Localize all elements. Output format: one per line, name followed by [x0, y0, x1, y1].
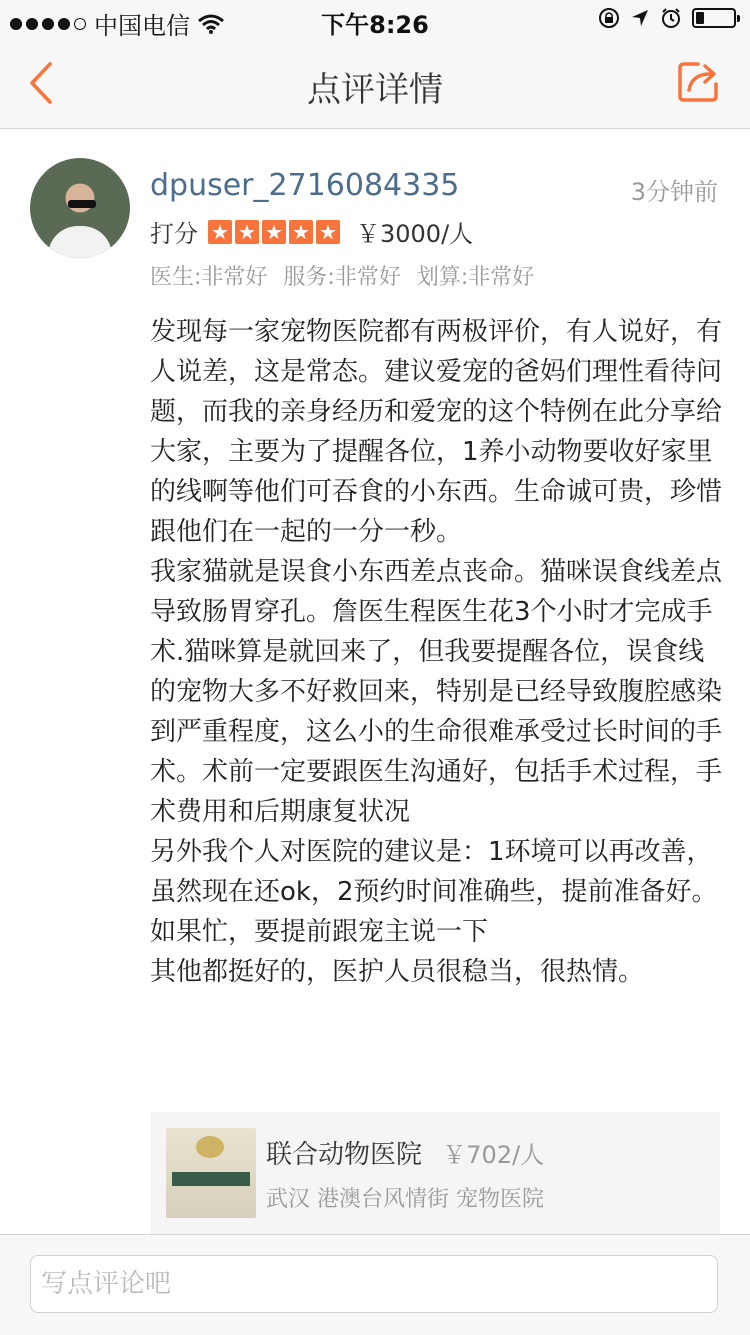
navigation-bar: [0, 40, 750, 129]
comment-input[interactable]: [30, 1255, 718, 1313]
review-paragraph: 我家猫就是误食小东西差点丧命。猫咪误食线差点导致肠胃穿孔。詹医生程医生花3个小时才完成手术.猫咪算是就回来了，但我要提醒各位，误食线的宠物大多不好救回来，特别是已经导致腹腔感染到严重程度，这么小的生命很难承受过长时间的手术。术前一定要跟医生沟通好，包括手术过程，手术费用和后期康复状况: [150, 557, 723, 827]
sub-ratings: [150, 260, 534, 291]
per-person-price: ￥3000/人: [356, 220, 474, 248]
avatar[interactable]: [30, 158, 130, 258]
sub-rating-value: 划算:非常好: [416, 265, 535, 290]
share-icon: [674, 56, 724, 106]
location-icon: [630, 8, 650, 28]
status-right: [598, 7, 736, 29]
star-icon: ★: [235, 220, 259, 244]
clock: 下午8:26: [321, 11, 429, 39]
shop-price: ￥702/人: [442, 1141, 545, 1169]
star-icon: ★: [316, 220, 340, 244]
score-row: [150, 214, 473, 249]
shop-card[interactable]: [150, 1112, 720, 1234]
shop-name: 联合动物医院: [266, 1140, 423, 1170]
alarm-icon: [660, 7, 682, 29]
review-body: [150, 312, 725, 992]
shop-name-row: [266, 1134, 544, 1171]
sub-rating-service: 服务:非常好: [283, 265, 401, 290]
status-bar: [0, 0, 750, 40]
review-paragraph: 发现每一家宠物医院都有两极评价，有人说好，有人说差，这是常态。建议爱宠的爸妈们理性看待问题，而我的亲身经历和爱宠的这个特例在此分享给大家，主要为了提醒各位，1养小动物要收好家里的线啊等他们可吞食的小东西。生命诚可贵，珍惜跟他们在一起的一分一秒。: [150, 317, 723, 547]
score-label: 打分: [150, 220, 198, 248]
share-button[interactable]: [674, 56, 724, 106]
sub-rating-doctor: 医生:非常好: [150, 265, 268, 290]
review-paragraph: 另外我个人对医院的建议是：1环境可以再改善，虽然现在还ok，2预约时间准确些，提前准备好。如果忙，要提前跟宠主说一下: [150, 837, 718, 947]
star-icon: ★: [289, 220, 313, 244]
shop-meta: 武汉 港澳台风情街 宠物医院: [266, 1187, 544, 1212]
rotation-lock-icon: [598, 7, 620, 29]
star-rating: [208, 220, 340, 244]
carrier-label: 中国电信: [94, 12, 190, 40]
comment-bar: [0, 1234, 750, 1335]
shop-thumbnail: [166, 1128, 256, 1218]
star-icon: ★: [262, 220, 286, 244]
star-icon: ★: [208, 220, 232, 244]
review-time: 3分钟前: [630, 178, 718, 206]
page-title: 点评详情: [307, 70, 443, 110]
username[interactable]: dpuser_2716084335: [150, 168, 460, 203]
review-paragraph: 其他都挺好的，医护人员很稳当，很热情。: [150, 957, 645, 987]
battery-icon: [692, 8, 736, 28]
